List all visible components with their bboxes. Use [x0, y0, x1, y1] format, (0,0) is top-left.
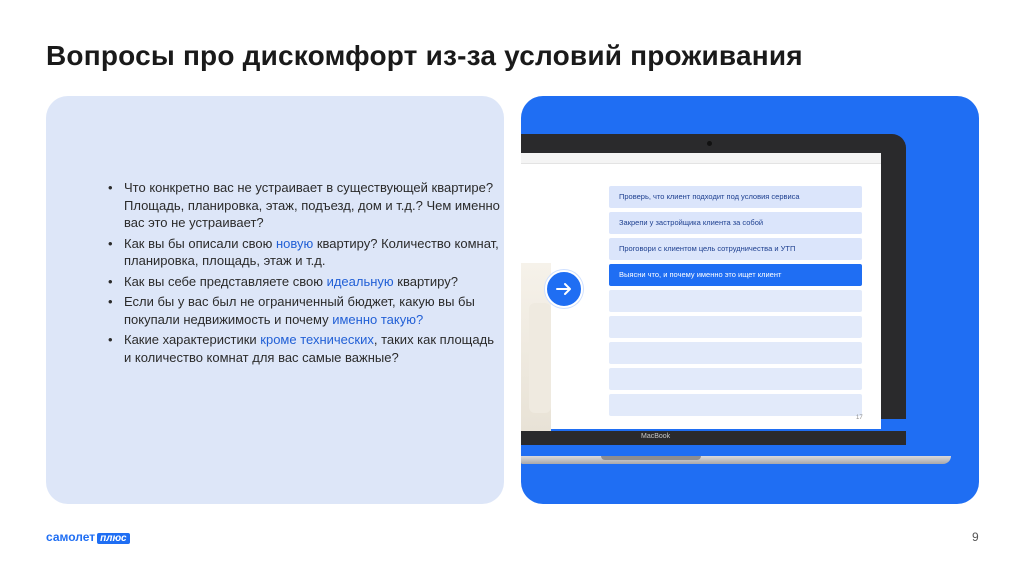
questions-card: [46, 96, 504, 504]
checklist-row: [609, 316, 862, 338]
laptop-brand: MacBook: [641, 433, 671, 440]
laptop-illustration-card: [521, 96, 979, 504]
brand-logo: самолет плюс: [46, 530, 130, 544]
laptop-notch: [601, 456, 701, 460]
checklist-row: [609, 290, 862, 312]
checklist-row: Проверь, что клиент подходит под условия сервиса: [609, 186, 862, 208]
question-item: • Если бы у вас был не ограниченный бюджет, какую вы бы покупали недвижимость и почему именно такую?: [124, 293, 504, 328]
logo-badge: плюс: [97, 533, 129, 544]
screen-page-number: 17: [856, 415, 863, 421]
question-item: • Что конкретно вас не устраивает в существующей квартире? Площадь, планировка, этаж, подъезд, дом и т.д.? Чем именно вас это не устраивает?: [124, 179, 504, 232]
laptop-base: [521, 456, 951, 464]
decor-image: [529, 303, 551, 413]
question-item: • Как вы бы описали свою новую квартиру? Количество комнат, планировка, площадь, этаж и т.д.: [124, 235, 504, 270]
laptop-chin: [521, 431, 906, 445]
checklist-row: Закрепи у застройщика клиента за собой: [609, 212, 862, 234]
question-item: • Как вы себе представляете свою идеальную квартиру?: [124, 273, 504, 291]
checklist-row-active: Выясни что, и почему именно это ищет клиент: [609, 264, 862, 286]
checklist: [609, 186, 862, 420]
question-item: • Какие характеристики кроме технических, таких как площадь и количество комнат для вас самые важные?: [124, 331, 504, 366]
laptop: [521, 134, 906, 440]
questions-list: [104, 179, 504, 369]
camera-icon: [707, 141, 712, 146]
menu-bar: [521, 153, 881, 164]
slide-number: 9: [972, 530, 979, 544]
laptop-screen: [521, 153, 881, 429]
page-title: Вопросы про дискомфорт из-за условий проживания: [46, 40, 803, 71]
checklist-row: [609, 394, 862, 416]
checklist-row: Проговори с клиентом цель сотрудничества и УТП: [609, 238, 862, 260]
checklist-row: [609, 368, 862, 390]
arrow-right-icon[interactable]: [545, 270, 583, 308]
checklist-row: [609, 342, 862, 364]
